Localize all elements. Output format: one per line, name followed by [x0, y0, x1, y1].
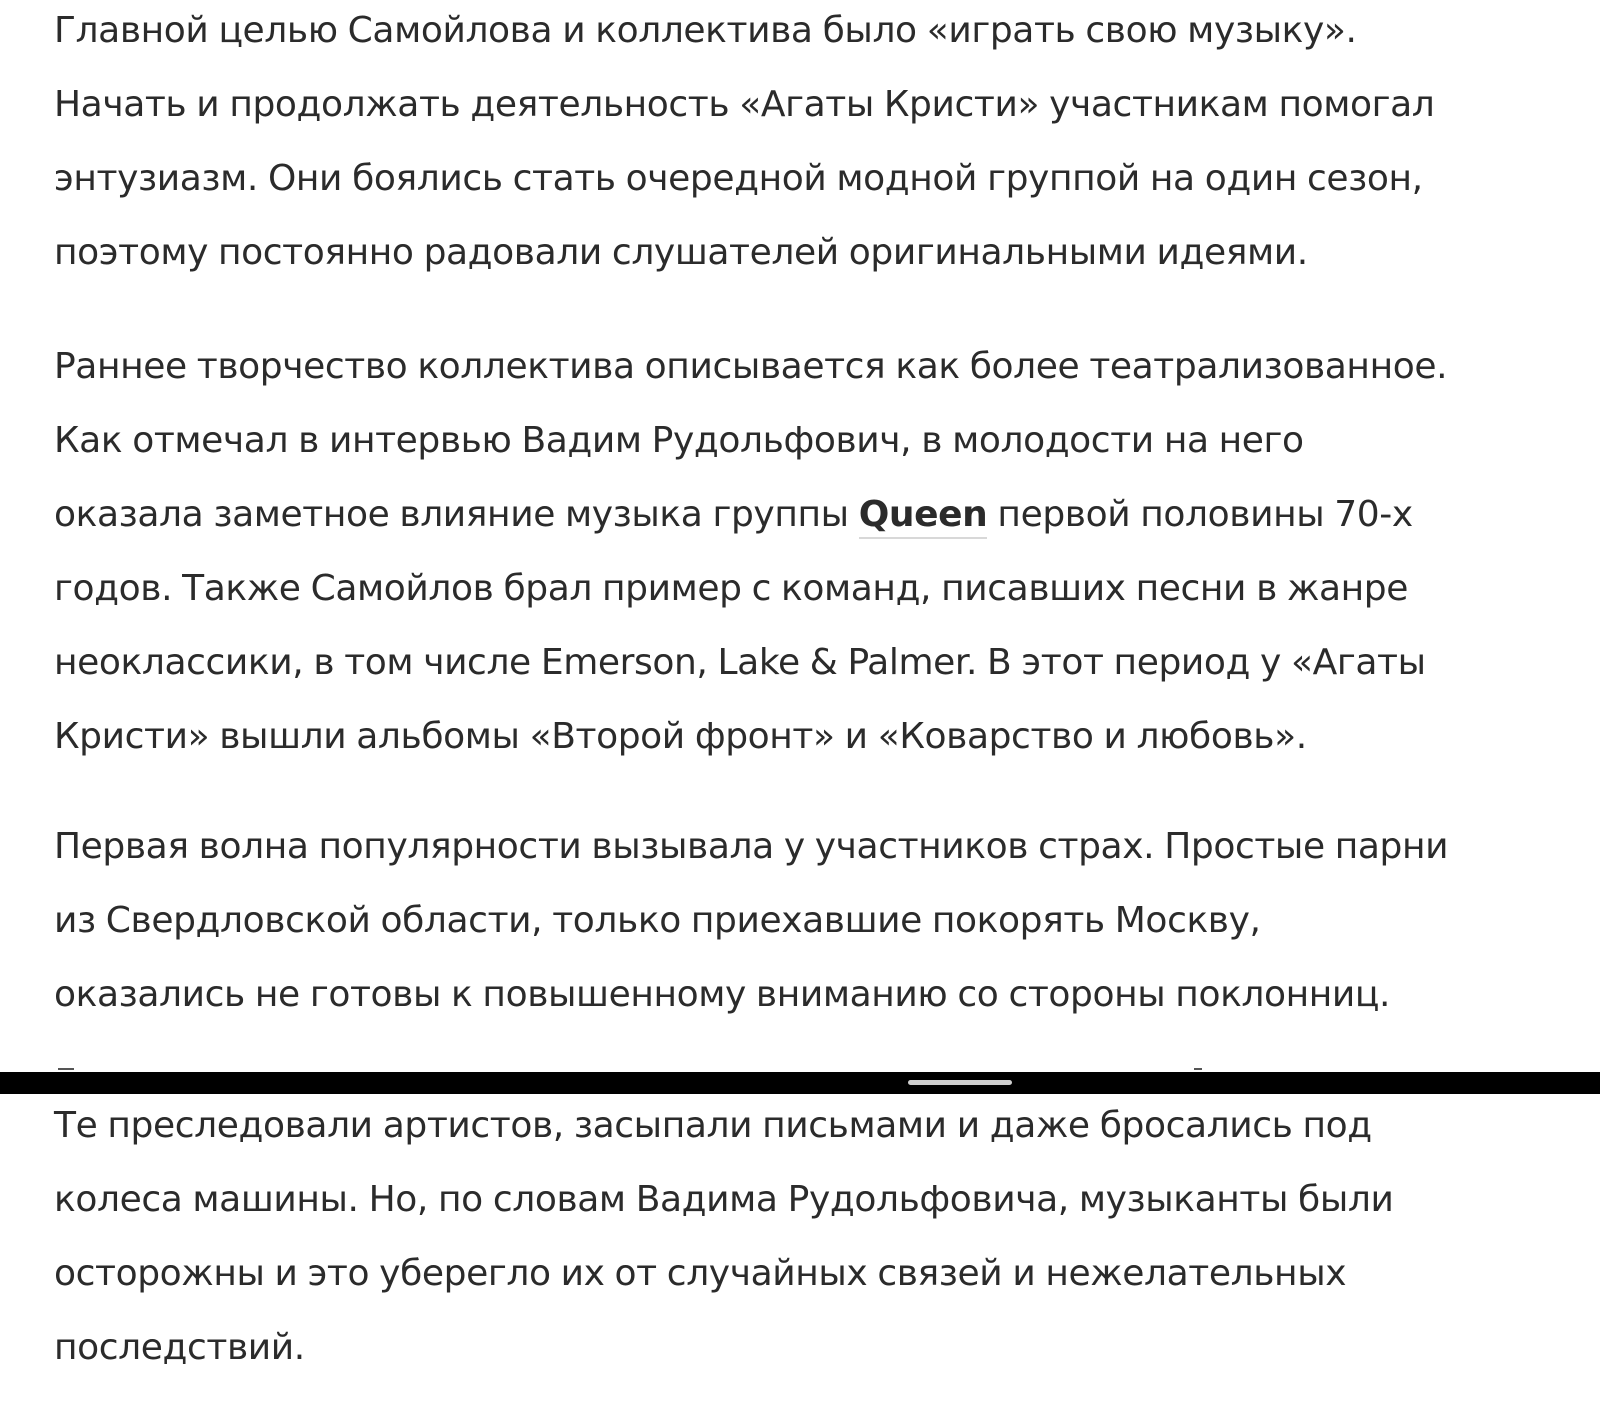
- text-line: осторожны и это уберегло их от случайных связей и нежелательных: [54, 1253, 1347, 1294]
- system-navigation-bar[interactable]: [0, 1072, 1600, 1094]
- text-segment: оказала заметное влияние музыка группы: [54, 494, 859, 535]
- text-line: Главной целью Самойлова и коллектива было «играть свою музыку».: [54, 10, 1357, 51]
- text-line: из Свердловской области, только приехавшие покорять Москву,: [54, 900, 1261, 941]
- text-line: Раннее творчество коллектива описывается как более театрализованное.: [54, 346, 1448, 387]
- text-line: Начать и продолжать деятельность «Агаты Кристи» участникам помогал: [54, 84, 1435, 125]
- text-line: энтузиазм. Они боялись стать очередной модной группой на один сезон,: [54, 158, 1423, 199]
- text-line: колеса машины. Но, по словам Вадима Рудольфовича, музыканты были: [54, 1179, 1394, 1220]
- paragraph-popularity: [54, 810, 1594, 1032]
- text-segment: первой половины 70-х: [987, 494, 1413, 535]
- clipped-text-fragment: [58, 1068, 74, 1070]
- clipped-text-fragment: [1194, 1068, 1202, 1070]
- text-line: Те преследовали артистов, засыпали письмами и даже бросались под: [54, 1105, 1372, 1146]
- paragraph-popularity-continued: [54, 1089, 1594, 1385]
- text-line-with-link: [54, 478, 1594, 552]
- paragraph-goal: [54, 0, 1594, 290]
- text-line: поэтому постоянно радовали слушателей оригинальными идеями.: [54, 232, 1308, 273]
- paragraph-early-work: [54, 330, 1594, 774]
- text-line: оказались не готовы к повышенному вниманию со стороны поклонниц.: [54, 974, 1391, 1015]
- text-line: годов. Также Самойлов брал пример с команд, писавших песни в жанре: [54, 568, 1408, 609]
- text-line: Первая волна популярности вызывала у участников страх. Простые парни: [54, 826, 1449, 867]
- text-line: Как отмечал в интервью Вадим Рудольфович, в молодости на него: [54, 420, 1304, 461]
- text-line: неоклассики, в том числе Emerson, Lake & Palmer. В этот период у «Агаты: [54, 642, 1426, 683]
- text-line: Кристи» вышли альбомы «Второй фронт» и «Коварство и любовь».: [54, 716, 1307, 757]
- text-line: последствий.: [54, 1327, 305, 1368]
- gesture-handle-icon[interactable]: [908, 1080, 1012, 1085]
- queen-link[interactable]: Queen: [859, 494, 988, 539]
